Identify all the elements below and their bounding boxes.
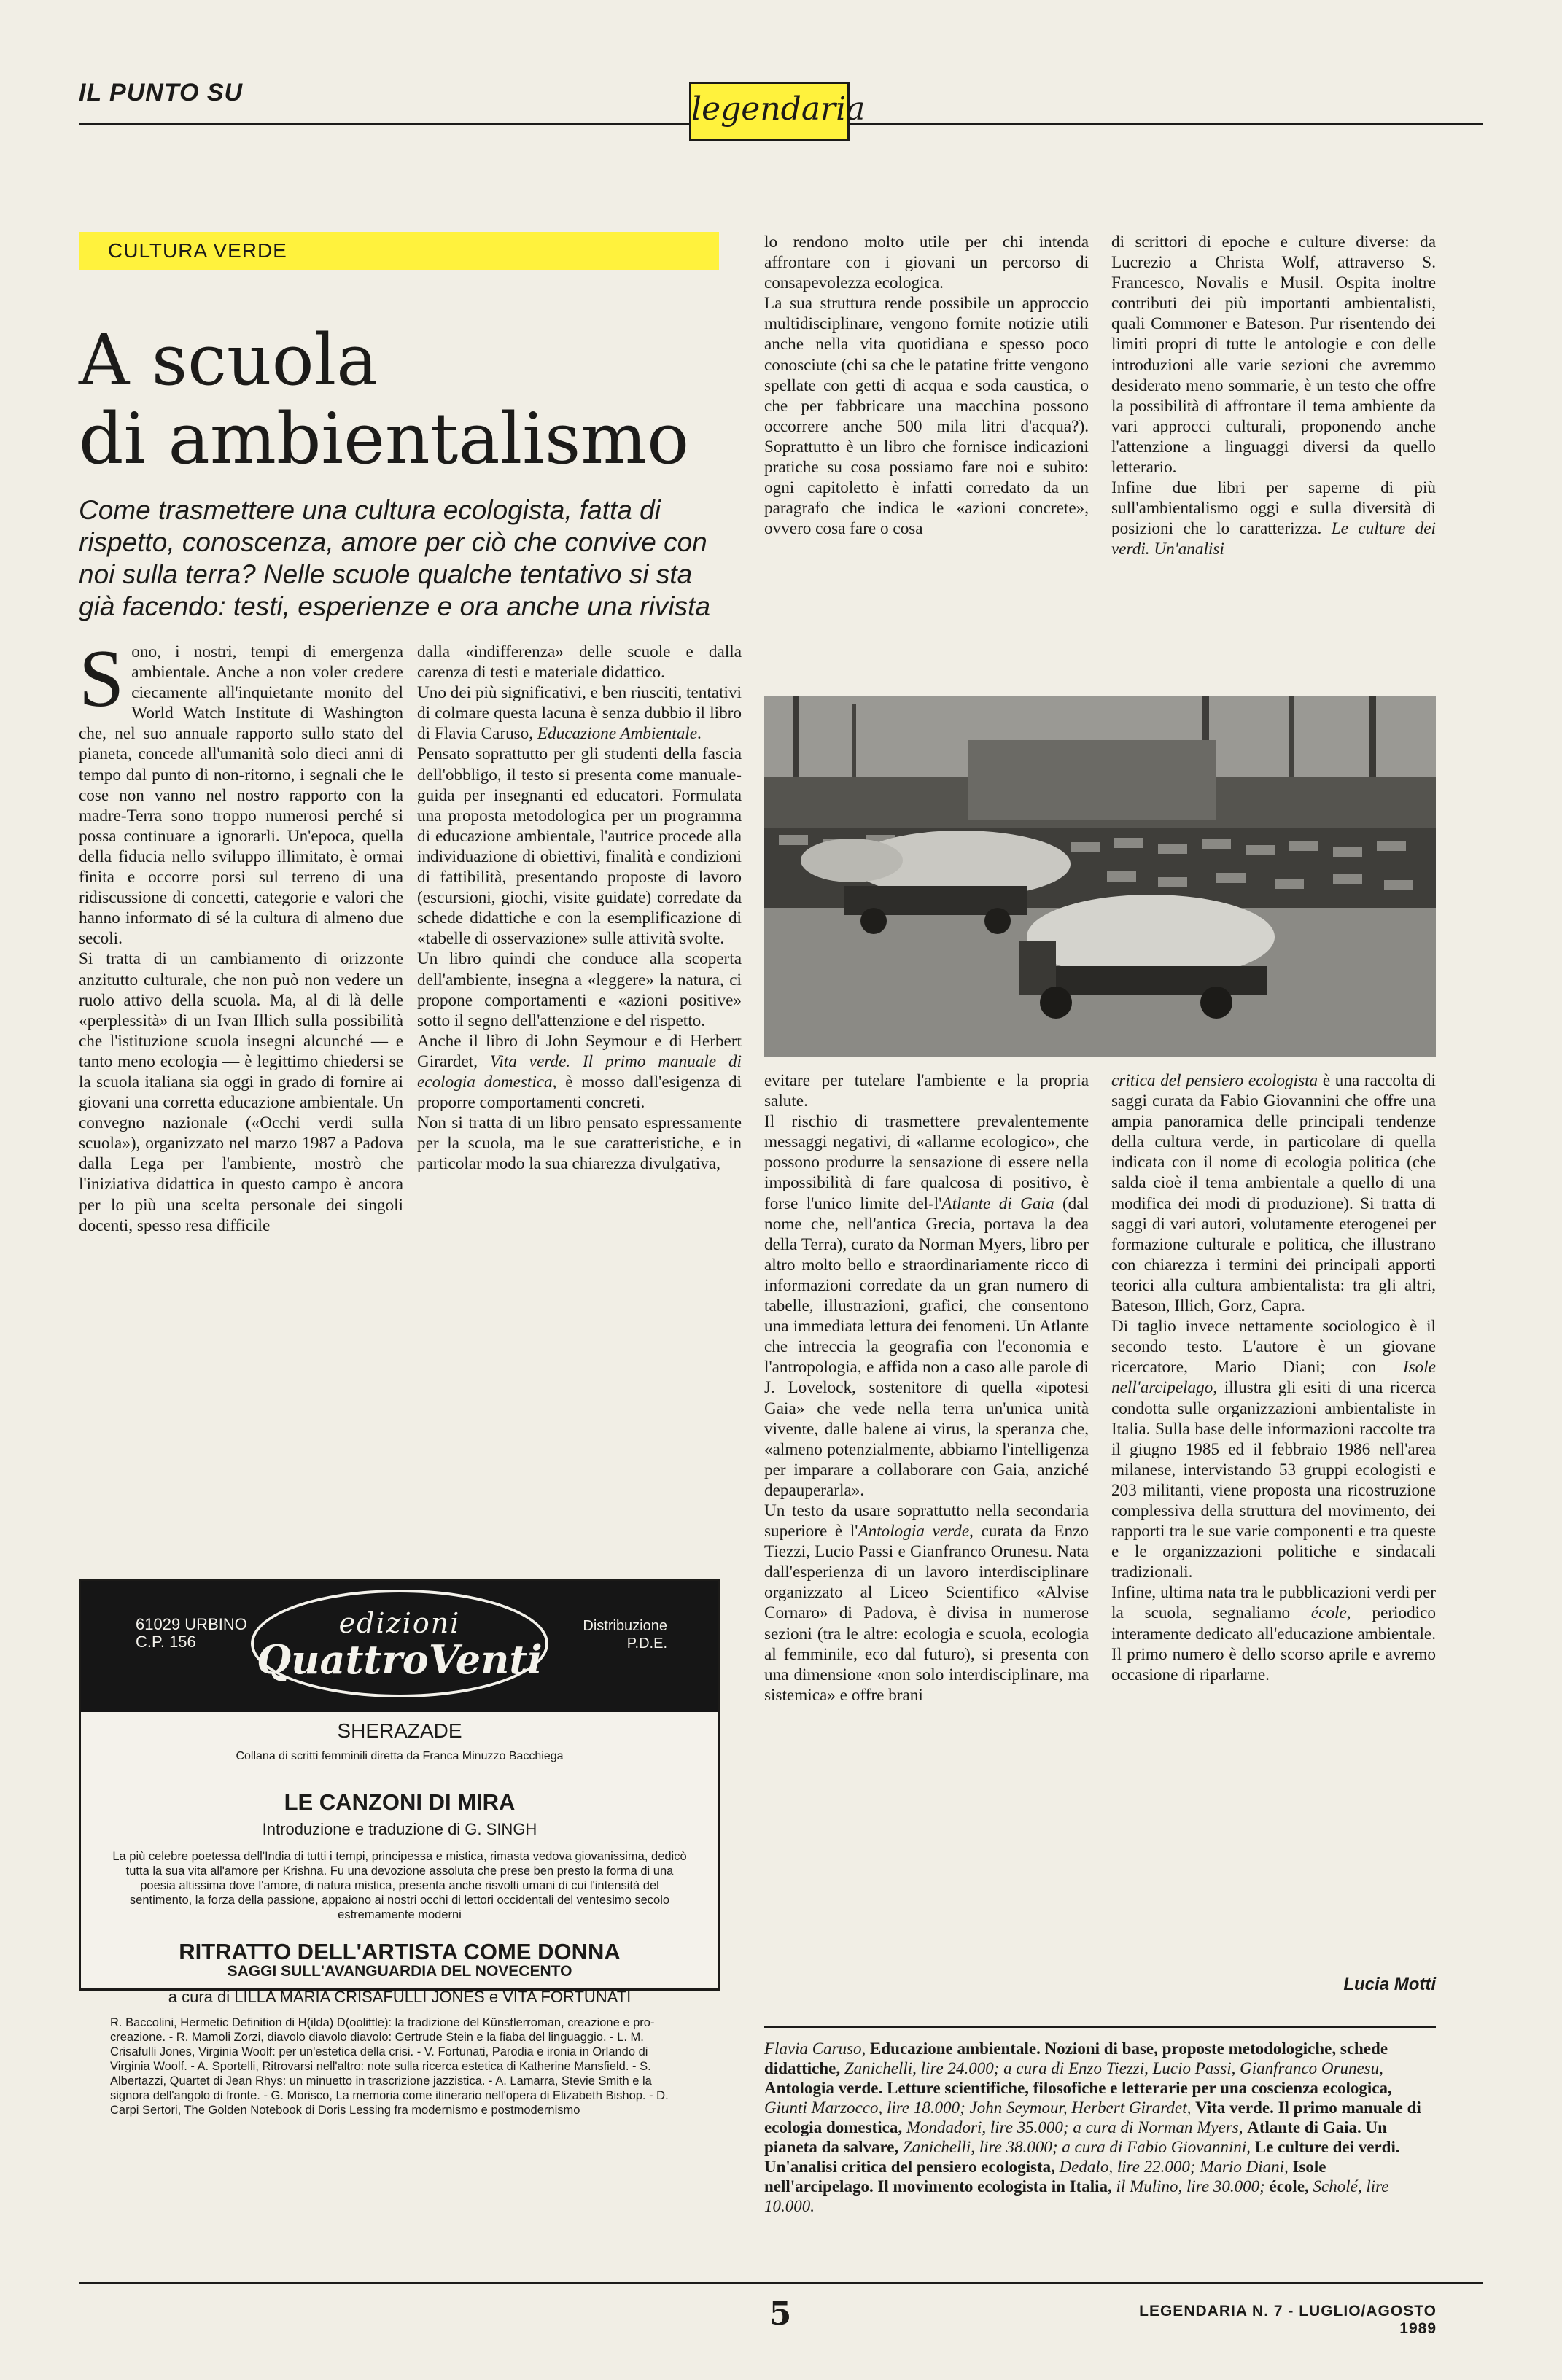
paragraph: Anche il libro di John Seymour e di Herbert Girardet, Vita verde. Il primo manuale di ecologia domestica, è mosso dall'esigenza di proporre comportamenti concreti. xyxy=(417,1031,742,1113)
bibliography-entry: il Mulino, lire 30.000; xyxy=(1116,2177,1270,2196)
bibliography-entry: Antologia verde. Letture scientifiche, filosofiche e letterarie per una coscienza ecologica, xyxy=(764,2079,1392,2097)
bibliography-entry: Mondadori, lire 35.000; a cura di Norman Myers, xyxy=(906,2118,1248,2136)
article-column-3-top xyxy=(764,232,1089,684)
book-2-subtitle: SAGGI SULL'AVANGUARDIA DEL NOVECENTO xyxy=(227,1963,572,1980)
paragraph: Il rischio di trasmettere prevalentemente messaggi negativi, di «allarme ecologico», che possono produrre la sensazione di essere nella impossibilità di fare qualcosa di positivo, è forse l'unico limite del-l'Atlante di Gaia (dal nome che, nell'antica Grecia, portava la dea della Terra), curato da Norman Myers, libro per altro molto bello e straordinariamente ricco di informazioni corredate da un gran numero di tabelle, illustrazioni, grafici, che consentono una immediata lettura dei fenomeni. Un Atlante che intreccia la geografia con l'economia e l'antropologia, e affida non a caso alle parole di J. Lovelock, sostenitore di quella «ipotesi Gaia» che vede nella terra un'unica unità vivente, dalle balene ai virus, la speranza che, «almeno potenzialmente, abbiamo l'intelligenza per imparare a collaborare con Gaia, anziché depauperarla». xyxy=(764,1112,1089,1500)
paragraph: critica del pensiero ecologista è una raccolta di saggi curata da Fabio Giovannini che offre una ampia panoramica delle principali tendenze della cultura verde, in particolare di quella indicata con il nome di ecologia politica (che salda cioè il tema ambientale a quello di una modifica dei modi di produzione). Si tratta di saggi di vari autori, volutamente eterogenei per formazione culturale e politica, che illustrano con chiarezza i termini dei principali apporti teorici alla cultura ambientalista: tra gli altri, Bateson, Illich, Gorz, Capra. xyxy=(1111,1071,1436,1316)
series-description: Collana di scritti femminili diretta da Franca Minuzzo Bacchiega xyxy=(236,1750,564,1762)
page-number: 5 xyxy=(769,2295,792,2333)
book-2-curators: a cura di LILLA MARIA CRISAFULLI JONES e VITA FORTUNATI xyxy=(168,1988,632,2006)
rubric-label: CULTURA VERDE xyxy=(79,232,719,270)
book-title: Le culture dei verdi. Un'analisi xyxy=(1111,519,1436,559)
book-1-subtitle: Introduzione e traduzione di G. SINGH xyxy=(262,1820,537,1838)
bibliography xyxy=(764,2039,1436,2216)
book-title: Educazione Ambientale xyxy=(537,724,698,744)
section-label: IL PUNTO SU xyxy=(79,79,244,106)
author-signature: Lucia Motti xyxy=(1343,1975,1436,1994)
paragraph: evitare per tutelare l'ambiente e la propria salute. xyxy=(764,1071,1089,1111)
bibliography-entry: Le culture dei verdi. Un'analisi critica del pensiero ecologista, xyxy=(764,2138,1400,2176)
bibliography-entry: Scholé, lire 10.000. xyxy=(764,2177,1389,2215)
publisher-logo-small: edizioni xyxy=(338,1607,461,1639)
book-title: Vita verde. Il primo manuale di ecologia domestica xyxy=(417,1051,742,1092)
publisher-advertisement xyxy=(79,1579,720,2117)
article-column-2 xyxy=(417,642,742,1582)
bibliography-entry: Zanichelli, lire 38.000; a cura di Fabio Giovannini, xyxy=(902,2138,1255,2156)
drop-cap: S xyxy=(79,642,125,724)
book-title: Atlante di Gaia xyxy=(941,1194,1054,1213)
article-deck: Come trasmettere una cultura ecologista, fatta di rispetto, conoscenza, amore per ciò che convive con noi sulla terra? Nelle scuole qualche tentativo si sta già facendo: testi, esperienze e ora anche una rivista xyxy=(79,495,710,621)
book-title: critica del pensiero ecologista xyxy=(1111,1071,1318,1090)
magazine-title: école xyxy=(1310,1603,1347,1623)
paragraph: Non si tratta di un libro pensato espressamente per la scuola, ma le sue caratteristiche, e in particolar modo la sua chiarezza divulgativa, xyxy=(417,1113,742,1174)
bibliography-entry: Zanichelli, lire 24.000; a cura di Enzo Tiezzi, Lucio Passi, Gianfranco Orunesu, xyxy=(844,2059,1383,2077)
paragraph: dalla «indifferenza» delle scuole e dalla carenza di testi e materiale didattico. xyxy=(417,642,742,682)
ad-body xyxy=(110,1719,689,2118)
paragraph: Si tratta di un cambiamento di orizzonte anzitutto culturale, che non può non vedere un ruolo attivo della scuola. Ma, al di là delle «perplessità» di un Ivan Illich sulla possibilità che l'istituzione scuola insegni alcunché — e tanto meno ecologia — è legittimo chiedersi se la scuola italiana sia oggi in grado di fornire ai giovani una corretta educazione ambientale. Un convegno nazionale («Occhi verdi sulla scuola»), organizzato nel marzo 1987 a Padova dalla Lega per l'ambiente, mostrò che l'iniziativa didattica in questo campo è ancora per lo più una scelta personale dei singoli docenti, spesso resa difficile xyxy=(79,949,403,1235)
footer-rule xyxy=(79,2282,1483,2284)
book-title: Isole nell'arcipelago xyxy=(1111,1358,1436,1398)
bibliography-entry: Vita verde. Il primo manuale di ecologia domestica, xyxy=(764,2099,1421,2136)
paragraph: La sua struttura rende possibile un approccio multidisciplinare, vengono fornite notizie utili anche nella vita quotidiana e spesso poco conosciute (chi sa che le patatine fritte vengono spellate con getti di acqua e soda caustica, o che per fabbricare una macchina possono occorrere anche 500 mila litri d'acqua?). Soprattutto è un libro che fornisce indicazioni pratiche su cosa possiamo fare noi e subito: ogni capitoletto è infatti corredato da un paragrafo che indica le «azioni concrete», ovvero cosa fare o cosa xyxy=(764,294,1089,539)
article-column-3-bottom xyxy=(764,1070,1089,2011)
issue-info: LEGENDARIA N. 7 - LUGLIO/AGOSTO 1989 xyxy=(1139,2303,1437,2337)
article-title-line2: di ambientalismo xyxy=(79,398,690,480)
bibliography-entry: Educazione ambientale. Nozioni di base, proposte metodologiche, schede didattiche, xyxy=(764,2039,1388,2077)
ad-distribution: Distribuzione P.D.E. xyxy=(583,1618,667,1652)
series-name: SHERAZADE xyxy=(337,1719,462,1742)
magazine-logo: legendaria xyxy=(689,82,850,141)
publisher-logo-name: QuattroVenti xyxy=(257,1636,543,1683)
bibliography-rule xyxy=(764,2026,1436,2028)
bibliography-entry: école, xyxy=(1269,2177,1313,2196)
paragraph: Sono, i nostri, tempi di emergenza ambientale. Anche a non voler credere ciecamente all'inquietante monito del World Watch Institute di Washington che, nel suo annuale rapporto sullo stato del pianeta, concede all'umanità solo dieci anni di tempo dal punto di non-ritorno, i segnali che le cose non vanno nel nostro rapporto con la madre-Terra sono troppo numerosi perché si possa continuare a ignorarli. Un'epoca, quella della fiducia nello sviluppo illimitato, è ormai finita e occorre porsi sul terreno di una ridiscussione di concetti, categorie e valori che hanno informato di sé la cultura di almeno due secoli. xyxy=(79,642,403,949)
book-title: Antologia verde xyxy=(858,1522,970,1541)
article-column-4-bottom xyxy=(1111,1070,1436,2011)
bibliography-entry: Isole nell'arcipelago. Il movimento ecologista in Italia, xyxy=(764,2158,1326,2196)
paragraph: Infine due libri per saperne di più sull'ambientalismo oggi e sulla diversità di posizioni che lo caratterizza. Le culture dei verdi. Un'analisi xyxy=(1111,478,1436,559)
bibliography-entry: Flavia Caruso, xyxy=(764,2039,871,2058)
book-2-title: RITRATTO DELL'ARTISTA COME DONNA xyxy=(179,1939,621,1964)
article-column-1 xyxy=(79,642,403,1582)
book-2-contents: R. Baccolini, Hermetic Definition di H(ilda) D(oolittle): la tradizione del Künstlerroman, creazione e pro-creazione. - R. Mamoli Zorzi, diavolo diavolo diavolo: Gertrude Stein e la fiaba del linguaggio. - L. M. Crisafulli Jones, Virginia Woolf: per un'estetica della crisi. - V. Fortunati, Parodia e ironia in Orlando di Virginia Woolf. - A. Sportelli, Ritrovarsi nell'altro: note sulla ricerca estetica di Katherine Mansfield. - S. Albertazzi, Quartet di Jean Rhys: un minuetto in trascrizione jazzistica. - A. Lamarra, Stevie Smith e la signora dell'angolo di fronte. - G. Morisco, La memoria come itinerario nell'opera di Elizabeth Bishop. - D. Carpi Sertori, The Golden Notebook di Doris Lessing fra modernismo e postmodernismo xyxy=(110,2016,669,2117)
paragraph: Pensato soprattutto per gli studenti della fascia dell'obbligo, il testo si presenta come manuale-guida per insegnanti ed educatori. Formulata una proposta metodologica per un programma di educazione ambientale, l'autrice procede alla individuazione di obiettivi, finalità e condizioni di fattibilità, presentando proposte di lavoro (escursioni, giochi, visite guidate) corredate da schede didattiche e con la esemplificazione di «tabelle di osservazione» sulle attività svolte. xyxy=(417,744,742,949)
article-title-line1: A scuola xyxy=(79,319,378,401)
book-1-title: LE CANZONI DI MIRA xyxy=(284,1789,516,1815)
paragraph: Di taglio invece nettamente sociologico è il secondo testo. L'autore è un giovane ricercatore, Mario Diani; con Isole nell'arcipelago, illustra gli esiti di una ricerca condotta sulle organizzazioni ambientaliste in Italia. Sulla base delle informazioni raccolte tra il giugno 1985 ed il febbraio 1986 nell'area milanese, intervistando 53 gruppi ecologisti e 203 militanti, viene proposta una ricostruzione complessiva della struttura del movimento, dei rapporti tra le sue varie componenti e tra queste e le organizzazioni politiche e sindacali tradizionali. xyxy=(1111,1317,1436,1582)
bibliography-entry: Dedalo, lire 22.000; Mario Diani, xyxy=(1059,2158,1293,2176)
paragraph: lo rendono molto utile per chi intenda affrontare con i giovani un percorso di consapevolezza ecologica. xyxy=(764,233,1089,293)
paragraph: Un libro quindi che conduce alla scoperta dell'ambiente, insegna a «leggere» la natura, ci propone comportamenti e «azioni positive» sotto il segno dell'attenzione e del rispetto. xyxy=(417,949,742,1030)
paragraph: Uno dei più significativi, e ben riusciti, tentativi di colmare questa lacuna è senza dubbio il libro di Flavia Caruso, Educazione Ambientale. xyxy=(417,683,742,744)
article-title xyxy=(79,321,720,478)
ad-banner xyxy=(81,1581,718,1712)
paragraph: di scrittori di epoche e culture diverse: da Lucrezio a Christa Wolf, attraverso S. Francesco, Novalis e Musil. Ospita inoltre contributi dei più importanti ambientalisti, quali Commoner e Bateson. Pur risentendo dei limiti propri di tutte le antologie e con delle introduzioni alle varie sezioni che avremmo desiderato meno sommarie, è un testo che offre la possibilità di affrontare il tema ambiente da vari approcci culturali, proponendo anche l'attenzione a linguaggi diversi da quello letterario. xyxy=(1111,233,1436,478)
bibliography-entry: Atlante di Gaia. Un pianeta da salvare, xyxy=(764,2118,1387,2156)
article-column-4-top xyxy=(1111,232,1436,684)
paragraph: Un testo da usare soprattutto nella secondaria superiore è l'Antologia verde, curata da Enzo Tiezzi, Lucio Passi e Gianfranco Orunesu. Nata dall'esperienza di un lavoro interdisciplinare organizzato al Liceo Scientifico «Alvise Cornaro» di Padova, è divisa in numerose sezioni (tra le altre: ecologia e scuola, ecologia al femminile, eco dal futuro), si presenta con una dimensione «non solo interdisciplinare, ma sistemica» e offre brani xyxy=(764,1501,1089,1705)
bibliography-entry: Giunti Marzocco, lire 18.000; John Seymour, Herbert Girardet, xyxy=(764,2099,1196,2117)
publisher-logo xyxy=(251,1590,548,1698)
ad-address: 61029 URBINO C.P. 156 xyxy=(136,1615,247,1651)
paragraph: Infine, ultima nata tra le pubblicazioni verdi per la scuola, segnaliamo école, periodico interamente dedicato all'educazione ambientale. Il primo numero è dello scorso aprile e avremo occasione di riparlarne. xyxy=(1111,1583,1436,1684)
photo-tanker-trucks-parking-lot xyxy=(764,696,1436,1057)
book-1-description: La più celebre poetessa dell'India di tutti i tempi, principessa e mistica, rimasta vedova giovanissima, dedicò tutta la sua vita all'amore per Krishna. Fu una devozione assoluta che prese ben presto la forma di una poesia altissima dove l'amore, di natura mistica, presenta anche risvolti umani di cui l'intensità del sentimento, la forza della passione, appaiono ai nostri occhi di lettori occidentali del ventesimo secolo estremamente moderni xyxy=(112,1850,687,1921)
